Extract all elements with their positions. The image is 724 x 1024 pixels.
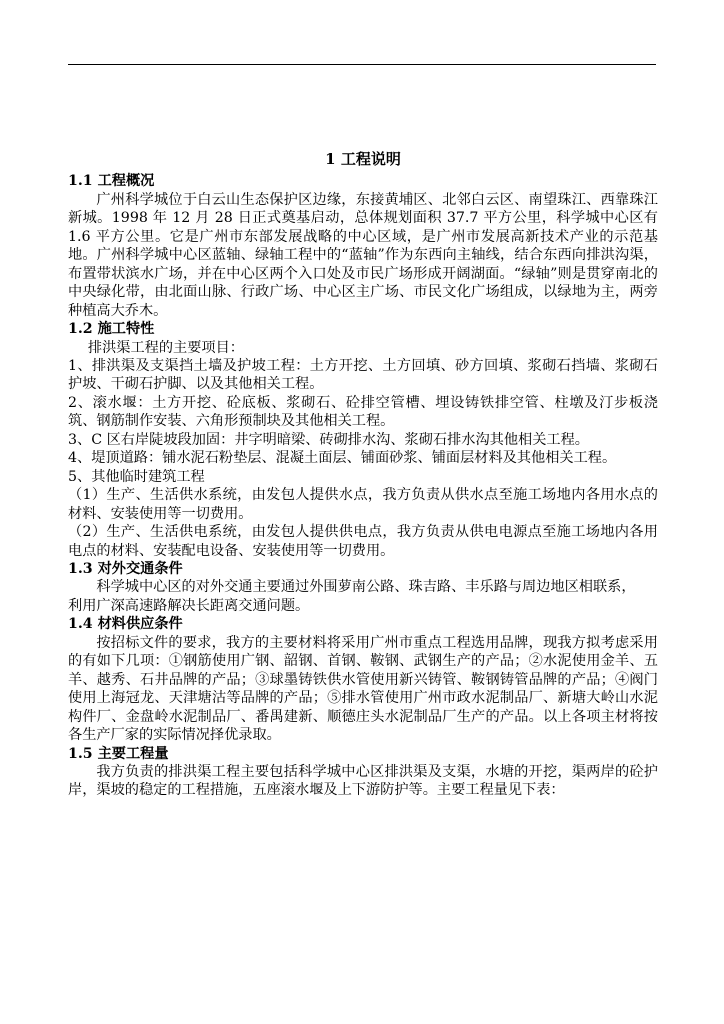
list-item-2: 2、滚水堰：土方开挖、砼底板、浆砌石、砼排空管槽、埋设铸铁排空管、柱墩及汀步板浇筑、钢筋制作安装、六角形预制块及其他相关工程。 <box>68 394 658 430</box>
section-heading-1-3: 1.3 对外交通条件 <box>68 560 183 577</box>
sub-item-water: （1）生产、生活供水系统，由发包人提供水点，我方负责从供水点至施工场地内各用水点的材料、安装使用等一切费用。 <box>68 487 658 522</box>
section-heading-1-1: 1.1 工程概况 <box>68 173 155 190</box>
paragraph-traffic: 科学城中心区的对外交通主要通过外围萝南公路、珠吉路、丰乐路与周边地区相联系， <box>96 579 636 596</box>
section-heading-1-5: 1.5 主要工程量 <box>68 745 169 762</box>
paragraph-traffic-cont: 利用广深高速路解决长距离交通问题。 <box>68 597 310 614</box>
section-heading-1-4: 1.4 材料供应条件 <box>68 616 183 633</box>
section-heading-1-2: 1.2 施工特性 <box>68 321 155 338</box>
list-item-5: 5、其他临时建筑工程 <box>68 468 205 485</box>
list-item-3: 3、C 区右岸陡坡段加固：井字明暗梁、砖砌排水沟、浆砌石排水沟其他相关工程。 <box>68 431 589 448</box>
list-item-1: 1、排洪渠及支渠挡土墙及护坡工程：土方开挖、土方回填、砂方回填、浆砌石挡墙、浆砌石护坡、干砌石护脚、以及其他相关工程。 <box>68 357 658 393</box>
document-title: 1 工程说明 <box>325 150 401 168</box>
sub-item-power: （2）生产、生活供电系统，由发包人提供供电点，我方负责从供电电源点至施工场地内各用电点的材料、安装配电设备、安装使用等一切费用。 <box>68 524 658 559</box>
paragraph-items-intro: 排洪渠工程的主要项目： <box>87 339 244 356</box>
paragraph-overview: 广州科学城位于白云山生态保护区边缘，东接黄埔区、北邻白云区、南望珠江、西靠珠江新城。1998 年 12 月 28 日正式奠基启动，总体规划面积 37.7 平方公里，科学城中心区有 1.6 平方公里。它是广州市东部发展战略的中心区域，是广州市发展高新技术产业的示范基地。广州科学城中心区蓝轴、绿轴工程中的“蓝轴”作为东西向主轴线，结合东西向排洪沟渠，布置带状滨水广场，并在中心区两个入口处及市民广场形成开阔湖面。“绿轴”则是贯穿南北的中央绿化带，由北面山脉、行政广场、中心区主广场、市民文化广场组成，以绿地为主，两旁种植高大乔木。 <box>68 191 658 319</box>
paragraph-materials: 按招标文件的要求，我方的主要材料将采用广州市重点工程选用品牌，现我方拟考虑采用的有如下几项：①钢筋使用广钢、韶钢、首钢、鞍钢、武钢生产的产品；②水泥使用金羊、五羊、越秀、石井品牌的产品；③球墨铸铁供水管使用新兴铸管、鞍钢铸管品牌的产品；④阀门使用上海冠龙、天津塘沽等品牌的产品；⑤排水管使用广州市政水泥制品厂、新塘大岭山水泥构件厂、金盘岭水泥制品厂、番禺建新、顺德庄头水泥制品厂生产的产品。以上各项主材将按各生产厂家的实际情况择优录取。 <box>68 634 658 744</box>
paragraph-quantities: 我方负责的排洪渠工程主要包括科学城中心区排洪渠及支渠，水塘的开挖，渠两岸的砼护岸，渠坡的稳定的工程措施，五座滚水堰及上下游防护等。主要工程量见下表： <box>68 763 658 799</box>
header-rule <box>68 64 656 65</box>
list-item-4: 4、堤顶道路：铺水泥石粉垫层、混凝土面层、铺面砂浆、铺面层材料及其他相关工程。 <box>68 450 617 467</box>
document-body <box>68 150 658 800</box>
